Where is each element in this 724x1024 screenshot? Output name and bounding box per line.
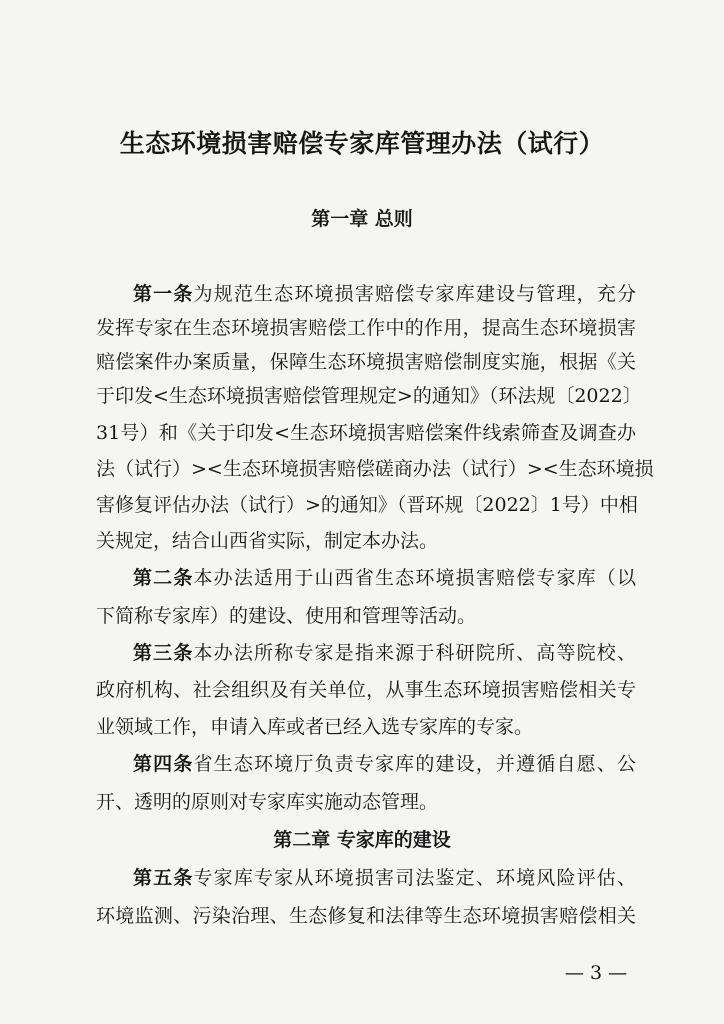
article-4-line-1 <box>133 752 636 776</box>
article-3-line-1 <box>133 641 636 665</box>
article-4-text: 省生态环境厅负责专家库的建设，并遵循自愿、公 <box>193 753 636 775</box>
article-1-line-3: 赔偿案件办案质量，保障生态环境损害赔偿制度实施，根据《关 <box>96 351 636 373</box>
article-5-text: 专家库专家从环境损害司法鉴定、环境风险评估、 <box>193 867 636 889</box>
chapter-heading-2: 第二章 专家库的建设 <box>273 829 451 851</box>
article-3-text: 本办法所称专家是指来源于科研院所、高等院校、 <box>193 642 636 664</box>
article-2-text: 本办法适用于山西省生态环境损害赔偿专家库（以 <box>193 567 636 589</box>
article-1-line-5: 31号）和《关于印发<生态环境损害赔偿案件线索筛查及调查办 <box>96 422 636 444</box>
article-1-line-4: 于印发<生态环境损害赔偿管理规定>的通知》（环法规〔2022〕 <box>96 385 642 407</box>
article-2-line-1 <box>133 566 636 590</box>
article-3-line-3: 业领域工作，申请入库或者已经入选专家库的专家。 <box>96 716 534 738</box>
article-5-line-2: 环境监测、污染治理、生态修复和法律等生态环境损害赔偿相关 <box>96 905 636 927</box>
article-1-line-7: 害修复评估办法（试行）>的通知》（晋环规〔2022〕1号）中相 <box>96 494 638 516</box>
article-4-line-2: 开、透明的原则对专家库实施动态管理。 <box>96 791 439 813</box>
document-title: 生态环境损害赔偿专家库管理办法（试行） <box>119 129 605 158</box>
article-1-line-6: 法（试行）><生态环境损害赔偿磋商办法（试行）><生态环境损 <box>96 458 654 480</box>
article-4-label: 第四条 <box>133 753 194 775</box>
article-1-line-2: 发挥专家在生态环境损害赔偿工作中的作用，提高生态环境损害 <box>96 317 636 339</box>
article-2-label: 第二条 <box>133 567 194 589</box>
article-1-line-8: 关规定，结合山西省实际，制定本办法。 <box>96 530 439 552</box>
article-5-line-1 <box>133 866 636 890</box>
article-1-text: 为规范生态环境损害赔偿专家库建设与管理，充分 <box>193 283 636 305</box>
article-2-line-2: 下简称专家库）的建设、使用和管理等活动。 <box>96 605 477 627</box>
page-number: — 3 — <box>564 962 628 984</box>
article-1-line-1 <box>133 282 636 306</box>
article-3-label: 第三条 <box>133 642 194 664</box>
chapter-heading-1: 第一章 总则 <box>311 208 413 230</box>
article-3-line-2: 政府机构、社会组织及有关单位，从事生态环境损害赔偿相关专 <box>96 679 636 701</box>
article-1-label: 第一条 <box>133 283 194 305</box>
article-5-label: 第五条 <box>133 867 194 889</box>
